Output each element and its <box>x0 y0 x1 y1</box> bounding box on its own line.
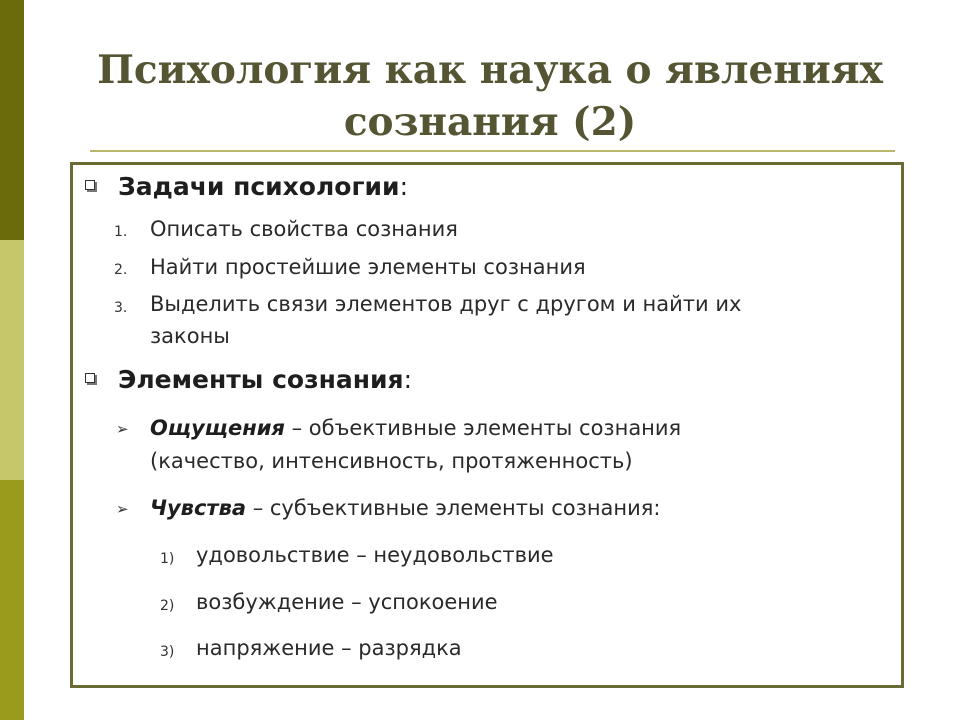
section-heading-tasks-text: Задачи психологии <box>118 172 400 201</box>
side-stripe-top <box>0 0 24 240</box>
arrow-bullet-icon: ➢ <box>116 420 129 438</box>
title-divider <box>90 150 895 152</box>
arrow-bullet-icon: ➢ <box>116 500 129 518</box>
section-heading-elements-text: Элементы сознания <box>118 365 404 394</box>
section-heading-elements <box>118 365 412 394</box>
square-bullet-icon <box>85 180 95 190</box>
list-item-text: Выделить связи элементов друг с другом и найти их <box>150 292 742 316</box>
sublist-number: 3) <box>160 644 175 660</box>
slide-title-line2: сознания (2) <box>343 99 637 145</box>
list-number: 3. <box>114 300 128 316</box>
heading-colon: : <box>403 365 413 394</box>
list-item-text-continued: законы <box>150 324 230 348</box>
element-term: Чувства <box>150 496 247 520</box>
list-item-text: Найти простейшие элементы сознания <box>150 255 586 279</box>
side-stripe-middle <box>0 240 24 480</box>
sublist-item-text: удовольствие – неудовольствие <box>196 543 554 567</box>
section-heading-tasks <box>118 172 408 201</box>
list-number: 1. <box>114 224 128 240</box>
square-bullet-icon <box>85 373 95 383</box>
list-item-text: Описать свойства сознания <box>150 217 458 241</box>
element-description: – субъективные элементы сознания: <box>246 496 661 520</box>
element-item <box>150 416 681 440</box>
sublist-number: 2) <box>160 598 175 614</box>
side-stripe-bottom <box>0 480 24 720</box>
slide-title-line1: Психология как наука о явлениях <box>97 47 883 93</box>
element-description: – объективные элементы сознания <box>284 416 682 440</box>
element-description-continued: (качество, интенсивность, протяженность) <box>150 449 633 473</box>
element-term: Ощущения <box>150 416 285 440</box>
sublist-item-text: возбуждение – успокоение <box>196 590 498 614</box>
sublist-item-text: напряжение – разрядка <box>196 636 462 660</box>
heading-colon: : <box>399 172 409 201</box>
list-number: 2. <box>114 262 128 278</box>
element-item <box>150 496 661 520</box>
sublist-number: 1) <box>160 551 175 567</box>
slide-title <box>40 44 940 148</box>
